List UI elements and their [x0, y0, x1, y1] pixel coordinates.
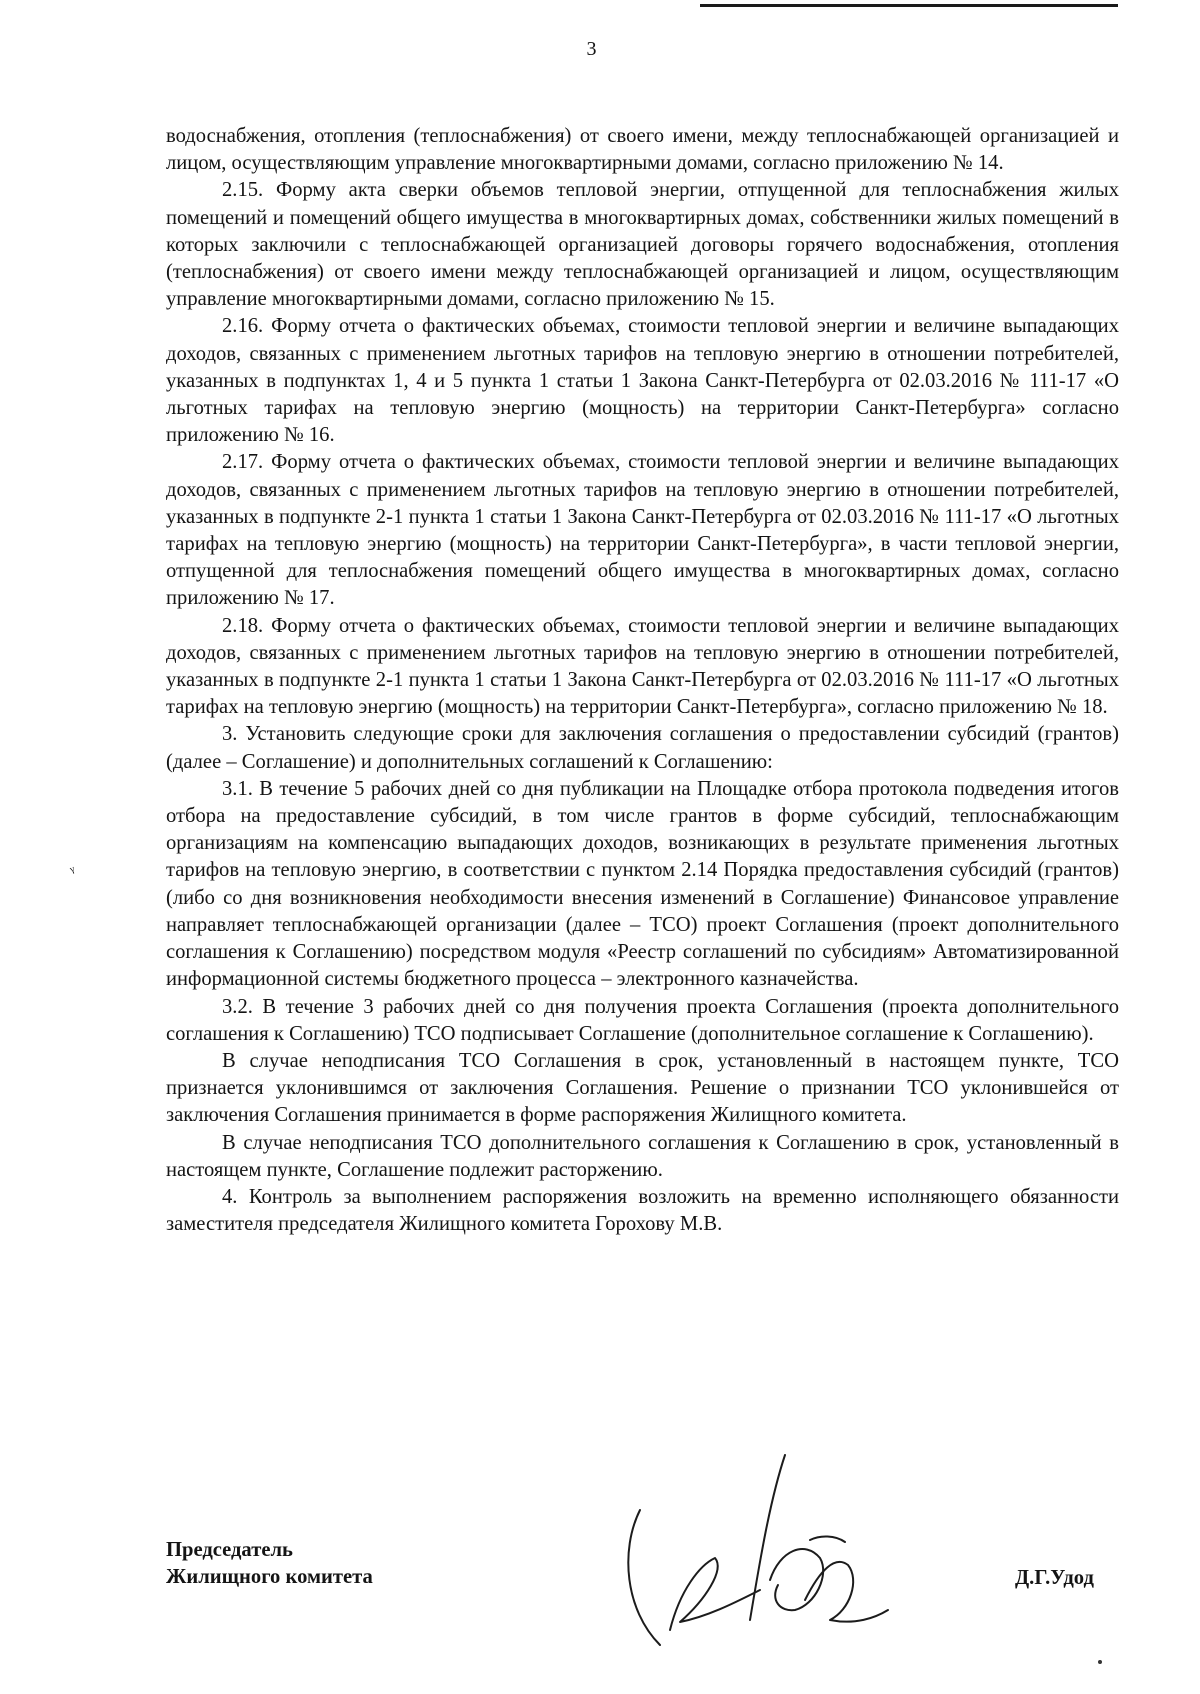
paragraph-2-17: 2.17. Форму отчета о фактических объемах, стоимости тепловой энергии и величине выпадающих доходов, связанных с применением льготных тарифов на тепловую энергию в отношении потребителей, указанных в подпункте 2-1 пункта 1 статьи 1 Закона Санкт-Петербурга от 02.03.2016 № 111-17 «О льготных тарифах на тепловую энергию (мощность) на территории Санкт-Петербурга», в части тепловой энергии, отпущенной для теплоснабжения помещений общего имущества в многоквартирных домах, согласно приложению № 17.: [166, 451, 1119, 610]
paragraph-3: 3. Установить следующие сроки для заключения соглашения о предоставлении субсидий (грантов) (далее – Соглашение) и дополнительных соглашений к Соглашению:: [166, 723, 1119, 773]
paragraph-2-16: 2.16. Форму отчета о фактических объемах, стоимости тепловой энергии и величине выпадающих доходов, связанных с применением льготных тарифов на тепловую энергию в отношении потребителей, указанных в подпунктах 1, 4 и 5 пункта 1 статьи 1 Закона Санкт-Петербурга от 02.03.2016 № 111-17 «О льготных тарифах на тепловую энергию (мощность) на территории Санкт-Петербурга» согласно приложению № 16.: [166, 315, 1119, 447]
page-number: 3: [586, 38, 597, 60]
signer-title: [166, 1537, 373, 1591]
document-body: [166, 123, 1119, 1238]
paragraph-additional: В случае неподписания ТСО дополнительного соглашения к Соглашению в срок, установленный в настоящем пункте, Соглашение подлежит расторжению.: [166, 1131, 1119, 1181]
paragraph-refusal: В случае неподписания ТСО Соглашения в срок, установленный в настоящем пункте, ТСО признается уклонившимся от заключения Соглашения. Решение о признании ТСО уклонившейся от заключения Соглашения принимается в форме распоряжения Жилищного комитета.: [166, 1049, 1119, 1127]
corner-dot: [1098, 1660, 1102, 1664]
signer-name: Д.Г.Удод: [1015, 1567, 1094, 1589]
stray-mark: ᵞ: [68, 862, 78, 881]
signer-title-line1: Председатель: [166, 1539, 293, 1561]
paragraph-4: 4. Контроль за выполнением распоряжения возложить на временно исполняющего обязанности заместителя председателя Жилищного комитета Горохову М.В.: [166, 1185, 1119, 1236]
paragraph-3-1: 3.1. В течение 5 рабочих дней со дня публикации на Площадке отбора протокола подведения итогов отбора на предоставление субсидий, в том числе грантов в форме субсидий, теплоснабжающим организациям на компенсацию выпадающих доходов, возникающих в результате применения льготных тарифов на тепловую энергию, в соответствии с пунктом 2.14 Порядка предоставления субсидий (грантов) (либо со дня возникновения необходимости внесения изменений в Соглашение) Финансовое управление направляет теплоснабжающей организации (далее – ТСО) проект Соглашения (проект дополнительного соглашения к Соглашению) посредством модуля «Реестр соглашений по субсидиям» Автоматизированной информационной системы бюджетного процесса – электронного казначейства.: [166, 777, 1119, 991]
top-rule: [700, 4, 1118, 7]
signer-title-line2: Жилищного комитета: [166, 1566, 373, 1588]
paragraph-continuation: водоснабжения, отопления (теплоснабжения) от своего имени, между теплоснабжающей организацией и лицом, осуществляющим управление многоквартирными домами, согласно приложению № 14.: [166, 125, 1119, 175]
handwritten-signature: [620, 1440, 920, 1650]
paragraph-2-18: 2.18. Форму отчета о фактических объемах, стоимости тепловой энергии и величине выпадающих доходов, связанных с применением льготных тарифов на тепловую энергию в отношении потребителей, указанных в подпункте 2-1 пункта 1 статьи 1 Закона Санкт-Петербурга от 02.03.2016 № 111-17 «О льготных тарифах на тепловую энергию (мощность) на территории Санкт-Петербурга», согласно приложению № 18.: [166, 614, 1119, 719]
paragraph-3-2: 3.2. В течение 3 рабочих дней со дня получения проекта Соглашения (проекта дополнительного соглашения к Соглашению) ТСО подписывает Соглашение (дополнительное соглашение к Соглашению).: [166, 995, 1119, 1045]
paragraph-2-15: 2.15. Форму акта сверки объемов тепловой энергии, отпущенной для теплоснабжения жилых помещений и помещений общего имущества в многоквартирных домах, собственники жилых помещений в которых заключили с теплоснабжающей организацией договоры горячего водоснабжения, отопления (теплоснабжения) от своего имени между теплоснабжающей организацией и лицом, осуществляющим управление многоквартирными домами, согласно приложению № 15.: [166, 179, 1119, 311]
